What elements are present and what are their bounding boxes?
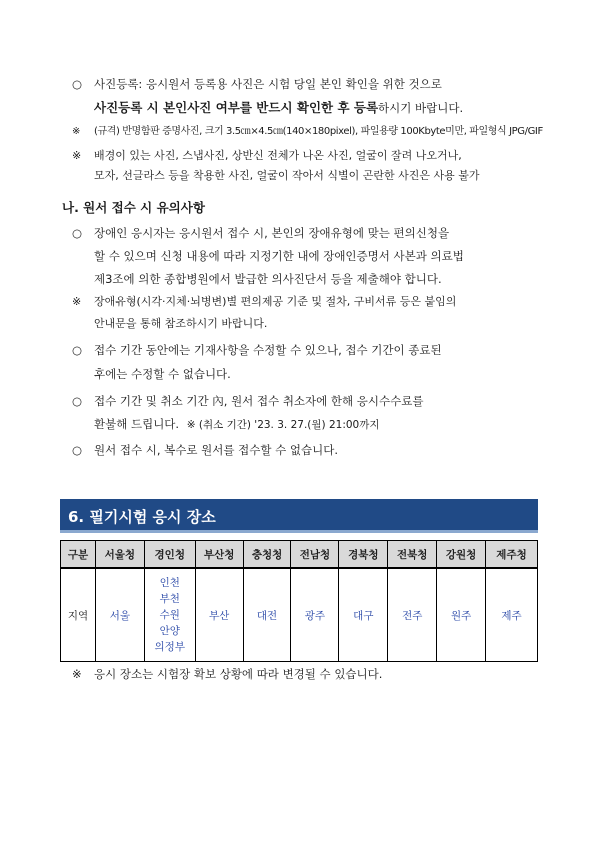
bullet-circle: ○	[72, 77, 83, 91]
header-jeonnam: 전남청	[291, 541, 339, 569]
photo-emphasis: 사진등록 시 본인사진 여부를 반드시 확인한 후 등록	[94, 100, 379, 115]
photo-text-1: 사진등록: 응시원서 등록용 사진은 시험 당일 본인 확인을 위한 것으로	[94, 77, 442, 91]
bg-note-line-2	[94, 168, 480, 184]
photo-text-2: 하시기 바랍니다.	[378, 101, 464, 115]
header-gyeongin: 경인청	[144, 541, 195, 569]
edit-text-1: 접수 기간 동안에는 기재사항을 수정할 수 있으나, 접수 기간이 종료된	[94, 343, 442, 357]
cell-gyeongin	[144, 568, 195, 662]
header-category: 구분	[61, 541, 96, 569]
photo-line-2	[94, 100, 463, 116]
cell-seoul: 서울	[95, 568, 144, 662]
disabled-note-text-2: 안내문을 통해 참조하시기 바랍니다.	[94, 317, 268, 330]
table-header-row	[61, 541, 538, 569]
edit-text-2: 후에는 수정할 수 없습니다.	[94, 367, 231, 381]
header-chungcheong: 충청청	[243, 541, 291, 569]
cell-jeju: 제주	[486, 568, 538, 662]
bg-note-text-2: 모자, 선글라스 등을 착용한 사진, 얼굴이 작아서 식별이 곤란한 사진은 사용 불가	[94, 169, 480, 182]
city-uijeongbu: 의정부	[154, 641, 185, 653]
footer-note-text: 응시 장소는 시험장 확보 상황에 따라 변경될 수 있습니다.	[94, 667, 383, 681]
bullet-circle: ○	[72, 226, 83, 240]
cell-chungcheong: 대전	[243, 568, 291, 662]
disabled-note-line-2	[94, 316, 267, 332]
bullet-circle: ○	[72, 443, 83, 457]
header-jeonbuk: 전북청	[388, 541, 437, 569]
exam-location-table	[60, 540, 538, 662]
note-mark: ※	[72, 295, 82, 308]
city-bucheon: 부천	[159, 593, 180, 605]
spec-note	[72, 124, 543, 140]
cell-gangwon: 원주	[437, 568, 486, 662]
disabled-text-1: 장애인 응시자는 응시원서 접수 시, 본인의 장애유형에 맞는 편의신청을	[94, 226, 450, 240]
refund-line-2	[94, 416, 380, 433]
city-suwon: 수원	[159, 609, 180, 621]
bg-note-text-1: 배경이 있는 사진, 스냅사진, 상반신 전체가 나온 사진, 얼굴이 잘려 나오거나,	[94, 149, 462, 162]
disabled-text-3: 제3조에 의한 종합병원에서 발급한 의사진단서 등을 제출해야 합니다.	[94, 272, 442, 286]
disabled-text-2: 할 수 있으며 신청 내용에 따라 지정기한 내에 장애인증명서 사본과 의료법	[94, 249, 464, 263]
spec-note-text: (규격) 반명함판 증명사진, 크기 3.5㎝×4.5㎝(140×180pixel), 파일용량 100Kbyte미만, 파일형식 JPG/GIF	[94, 126, 543, 137]
disabled-line-3	[94, 271, 442, 287]
edit-line-2	[94, 366, 231, 382]
refund-text-1: 접수 기간 및 취소 기간 內, 원서 접수 취소자에 한해 응시수수료를	[94, 394, 424, 408]
section-heading-na: 나. 원서 접수 시 유의사항	[62, 200, 205, 215]
note-mark: ※	[72, 126, 80, 137]
note-mark: ※	[72, 667, 82, 681]
header-gangwon: 강원청	[437, 541, 486, 569]
section-6-title: 6. 필기시험 응시 장소	[68, 508, 216, 526]
header-gyeongbuk: 경북청	[339, 541, 388, 569]
photo-line-1	[72, 76, 442, 92]
section-6-banner	[60, 499, 538, 533]
duplicate-line	[72, 442, 338, 458]
disabled-note-line-1	[72, 294, 456, 310]
disabled-line-1	[72, 225, 449, 241]
refund-line-1	[72, 393, 423, 409]
refund-cancel-period: ※ (취소 기간) '23. 3. 27.(월) 21:00까지	[186, 419, 380, 431]
city-incheon: 인천	[159, 577, 180, 589]
header-busan: 부산청	[195, 541, 243, 569]
row-label-region: 지역	[61, 568, 96, 662]
cell-jeonnam: 광주	[291, 568, 339, 662]
cell-jeonbuk: 전주	[388, 568, 437, 662]
city-anyang: 안양	[159, 625, 180, 637]
edit-line-1	[72, 342, 442, 358]
disabled-note-text-1: 장애유형(시각·지체·뇌병변)별 편의제공 기준 및 절차, 구비서류 등은 붙임의	[94, 295, 457, 308]
cell-gyeongbuk: 대구	[339, 568, 388, 662]
note-mark: ※	[72, 149, 82, 162]
refund-text-2: 환불해 드립니다.	[94, 417, 180, 431]
footer-note	[72, 666, 382, 682]
cell-busan: 부산	[195, 568, 243, 662]
duplicate-text: 원서 접수 시, 복수로 원서를 접수할 수 없습니다.	[94, 443, 338, 457]
table-row	[61, 568, 538, 662]
bullet-circle: ○	[72, 394, 83, 408]
header-jeju: 제주청	[486, 541, 538, 569]
header-seoul: 서울청	[95, 541, 144, 569]
bullet-circle: ○	[72, 343, 83, 357]
disabled-line-2	[94, 248, 464, 264]
bg-note-line-1	[72, 148, 462, 164]
